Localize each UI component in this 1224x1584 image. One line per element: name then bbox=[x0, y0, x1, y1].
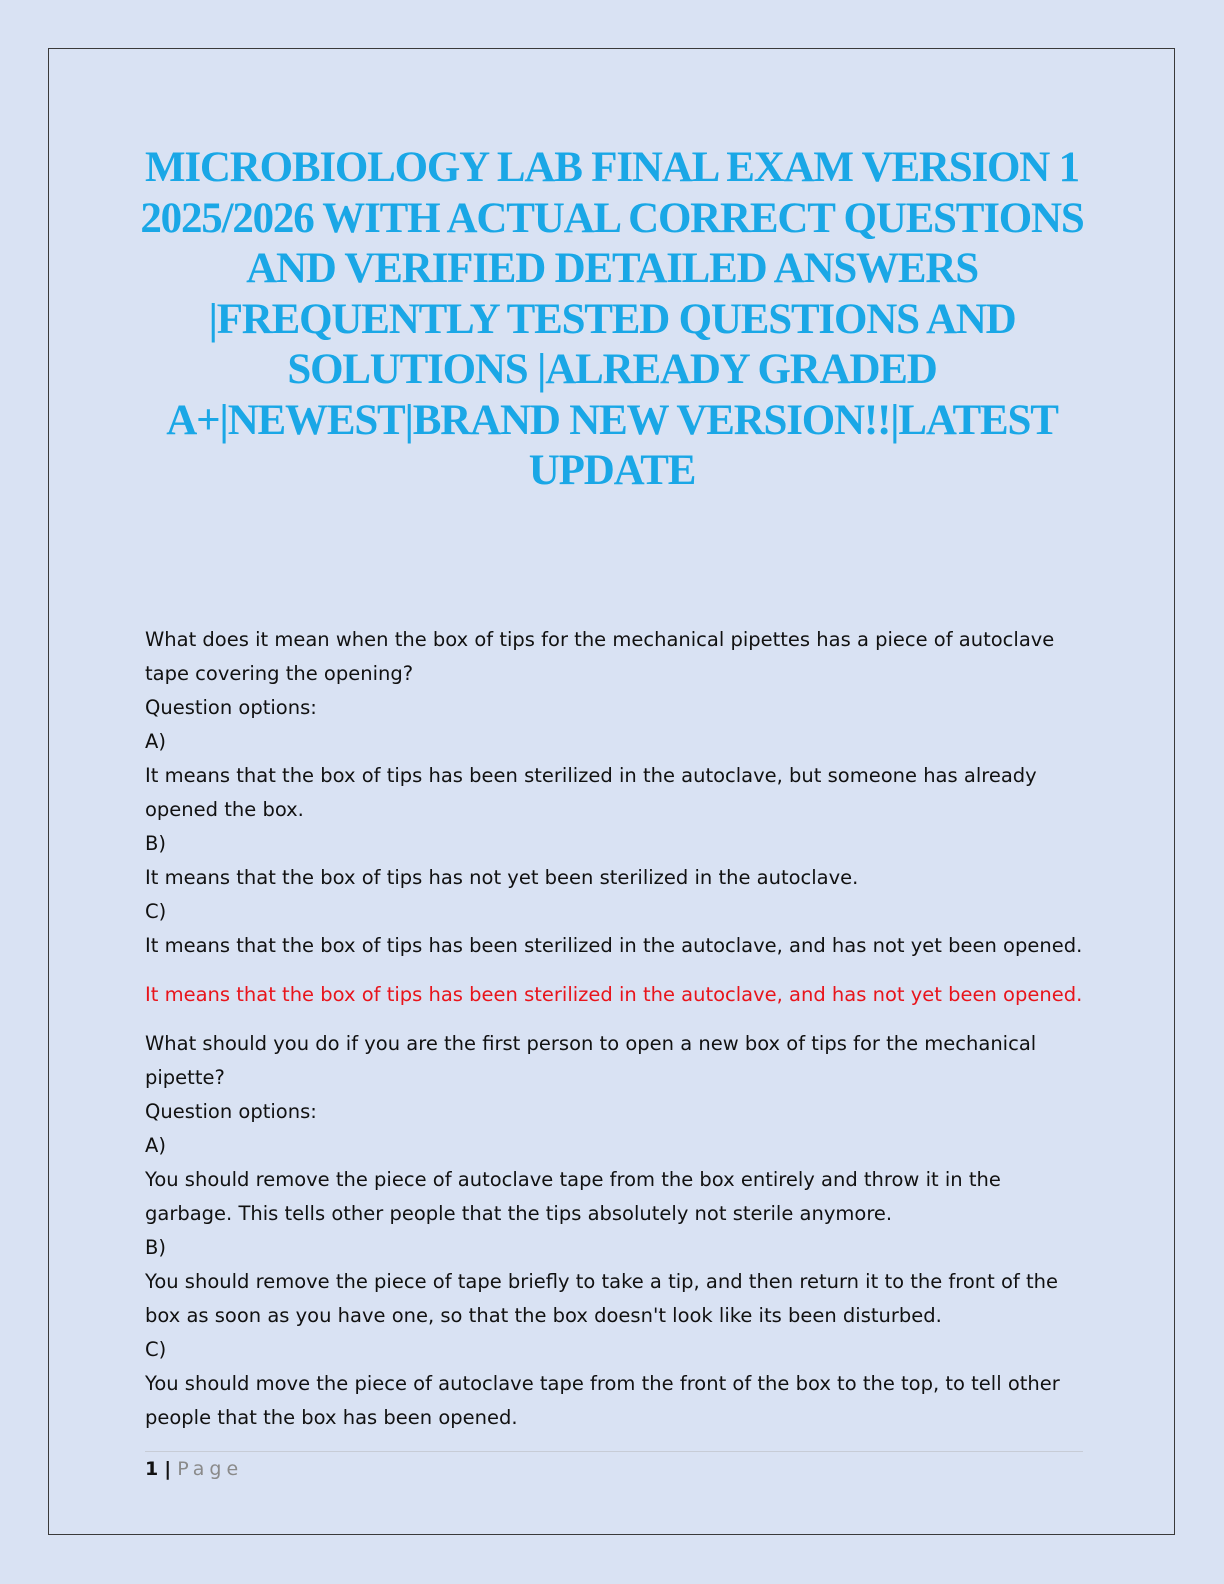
options-label: Question options: bbox=[145, 696, 317, 719]
footer-separator: | bbox=[164, 1458, 172, 1480]
option-text-c: You should move the piece of autoclave tape from the front of the box to the top, to tell other people that the box has been opened. bbox=[145, 1372, 1060, 1429]
option-letter-c: C) bbox=[145, 1338, 167, 1361]
options-label: Question options: bbox=[145, 1100, 317, 1123]
question-text: What should you do if you are the first person to open a new box of tips for the mechanical pipette? bbox=[145, 1032, 1037, 1089]
footer-divider bbox=[145, 1451, 1083, 1452]
option-letter-b: B) bbox=[145, 832, 166, 855]
page-number: 1 bbox=[145, 1458, 159, 1480]
document-title: MICROBIOLOGY LAB FINAL EXAM VERSION 1 2025/2026 WITH ACTUAL CORRECT QUESTIONS AND VERIFIED DETAILED ANSWERS |FREQUENTLY TESTED QUESTIONS AND SOLUTIONS |ALREADY GRADED A+|NEWEST|BRAND NEW VERSION!!|LATEST UPDATE bbox=[140, 144, 1084, 494]
option-letter-a: A) bbox=[145, 1134, 166, 1157]
option-text-c: It means that the box of tips has been sterilized in the autoclave, and has not yet been opened. bbox=[145, 934, 1083, 957]
question-text: What does it mean when the box of tips for the mechanical pipettes has a piece of autoclave tape covering the opening? bbox=[145, 628, 1055, 685]
option-text-a: It means that the box of tips has been sterilized in the autoclave, but someone has already opened the box. bbox=[145, 764, 1037, 821]
option-text-a: You should remove the piece of autoclave tape from the box entirely and throw it in the garbage. This tells other people that the tips absolutely not sterile anymore. bbox=[145, 1168, 1001, 1225]
option-letter-a: A) bbox=[145, 730, 166, 753]
question-block-1 bbox=[145, 623, 1085, 1012]
option-letter-b: B) bbox=[145, 1236, 166, 1259]
page-footer bbox=[145, 1456, 243, 1482]
option-text-b: You should remove the piece of tape briefly to take a tip, and then return it to the front of the box as soon as you have one, so that the box doesn't look like its been disturbed. bbox=[145, 1270, 1058, 1327]
page-label: Page bbox=[177, 1458, 244, 1480]
document-body bbox=[145, 623, 1085, 1435]
option-text-b: It means that the box of tips has not yet been sterilized in the autoclave. bbox=[145, 866, 859, 889]
option-letter-c: C) bbox=[145, 900, 167, 923]
question-block-2 bbox=[145, 1027, 1085, 1435]
correct-answer: It means that the box of tips has been sterilized in the autoclave, and has not yet been opened. bbox=[145, 983, 1083, 1006]
